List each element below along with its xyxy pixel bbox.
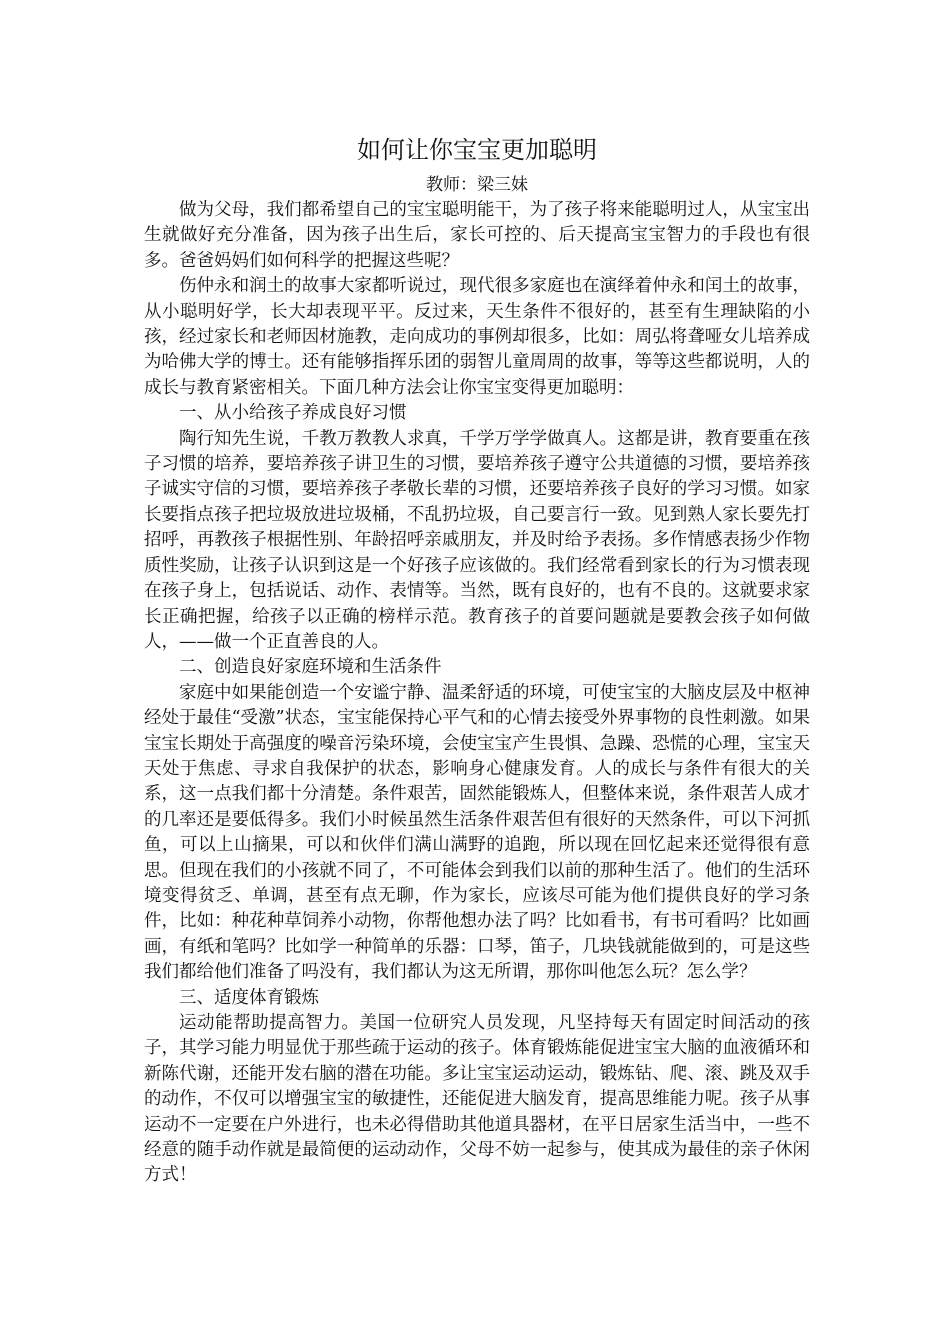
document-page — [144, 134, 810, 1189]
section-body-3: 运动能帮助提高智力。美国一位研究人员发现，凡坚持每天有固定时间活动的孩子，其学习能力明显优于那些疏于运动的孩子。体育锻炼能促进宝宝大脑的血液循环和新陈代谢，还能开发右脑的潜在功能。多让宝宝运动运动，锻炼钻、爬、滚、跳及双手的动作，不仅可以增强宝宝的敏捷性，还能促进大脑发育，提高思维能力呢。孩子从事运动不一定要在户外进行，也未必得借助其他道具器材，在平日居家生活当中，一些不经意的随手动作就是最简便的运动动作，父母不妨一起参与，使其成为最佳的亲子休闲方式！ — [144, 1013, 810, 1186]
intro-paragraph-1: 做为父母，我们都希望自己的宝宝聪明能干，为了孩子将来能聪明过人，从宝宝出生就做好充分准备，因为孩子出生后，家长可控的、后天提高宝宝智力的手段也有很多。爸爸妈妈们如何科学的把握这些呢？ — [144, 200, 810, 271]
document-title: 如何让你宝宝更加聪明 — [357, 136, 597, 164]
section-body-2: 家庭中如果能创造一个安谧宁静、温柔舒适的环境，可使宝宝的大脑皮层及中枢神经处于最佳“受激”状态，宝宝能保持心平气和的心情去接受外界事物的良性刺激。如果宝宝长期处于高强度的噪音污染环境，会使宝宝产生畏惧、急躁、恐慌的心理，宝宝天天处于焦虑、寻求自我保护的状态，影响身心健康发育。人的成长与条件有很大的关系，这一点我们都十分清楚。条件艰苦，固然能锻炼人，但整体来说，条件艰苦人成才的几率还是要低得多。我们小时候虽然生活条件艰苦但有很好的天然条件，可以下河抓鱼，可以上山摘果，可以和伙伴们满山满野的追跑，所以现在回忆起来还觉得很有意思。但现在我们的小孩就不同了，不可能体会到我们以前的那种生活了。他们的生活环境变得贫乏、单调，甚至有点无聊，作为家长，应该尽可能为他们提供良好的学习条件，比如：种花种草饲养小动物，你帮他想办法了吗？比如看书，有书可看吗？比如画画，有纸和笔吗？比如学一种简单的乐器：口琴，笛子，几块钱就能做到的，可是这些我们都给他们准备了吗没有，我们都认为这无所谓，那你叫他怎么玩？怎么学？ — [144, 682, 810, 983]
section-heading-1: 一、从小给孩子养成良好习惯 — [179, 403, 407, 424]
section-heading-2: 二、创造良好家庭环境和生活条件 — [179, 657, 442, 678]
author-line: 教师：梁三妹 — [426, 175, 528, 195]
section-body-1: 陶行知先生说，千教万教教人求真，千学万学学做真人。这都是讲，教育要重在孩子习惯的培养，要培养孩子讲卫生的习惯，要培养孩子遵守公共道德的习惯，要培养孩子诚实守信的习惯，要培养孩子孝敬长辈的习惯，还要培养孩子良好的学习习惯。如家长要指点孩子把垃圾放进垃圾桶，不乱扔垃圾，自己要言行一致。见到熟人家长要先打招呼，再教孩子根据性别、年龄招呼亲戚朋友，并及时给予表扬。多作情感表扬少作物质性奖励，让孩子认识到这是一个好孩子应该做的。我们经常看到家长的行为习惯表现在孩子身上，包括说话、动作、表情等。当然，既有良好的，也有不良的。这就要求家长正确把握，给孩子以正确的榜样示范。教育孩子的首要问题就是要教会孩子如何做人，——做一个正直善良的人。 — [144, 428, 810, 652]
section-heading-3: 三、适度体育锻炼 — [179, 987, 319, 1008]
intro-paragraph-2: 伤仲永和润土的故事大家都听说过，现代很多家庭也在演绎着仲永和闰土的故事，从小聪明好学，长大却表现平平。反过来，天生条件不很好的，甚至有生理缺陷的小孩，经过家长和老师因材施教，走向成功的事例却很多，比如：周弘将聋哑女儿培养成为哈佛大学的博士。还有能够指挥乐团的弱智儿童周周的故事，等等这些都说明，人的成长与教育紧密相关。下面几种方法会让你宝宝变得更加聪明： — [144, 276, 810, 398]
